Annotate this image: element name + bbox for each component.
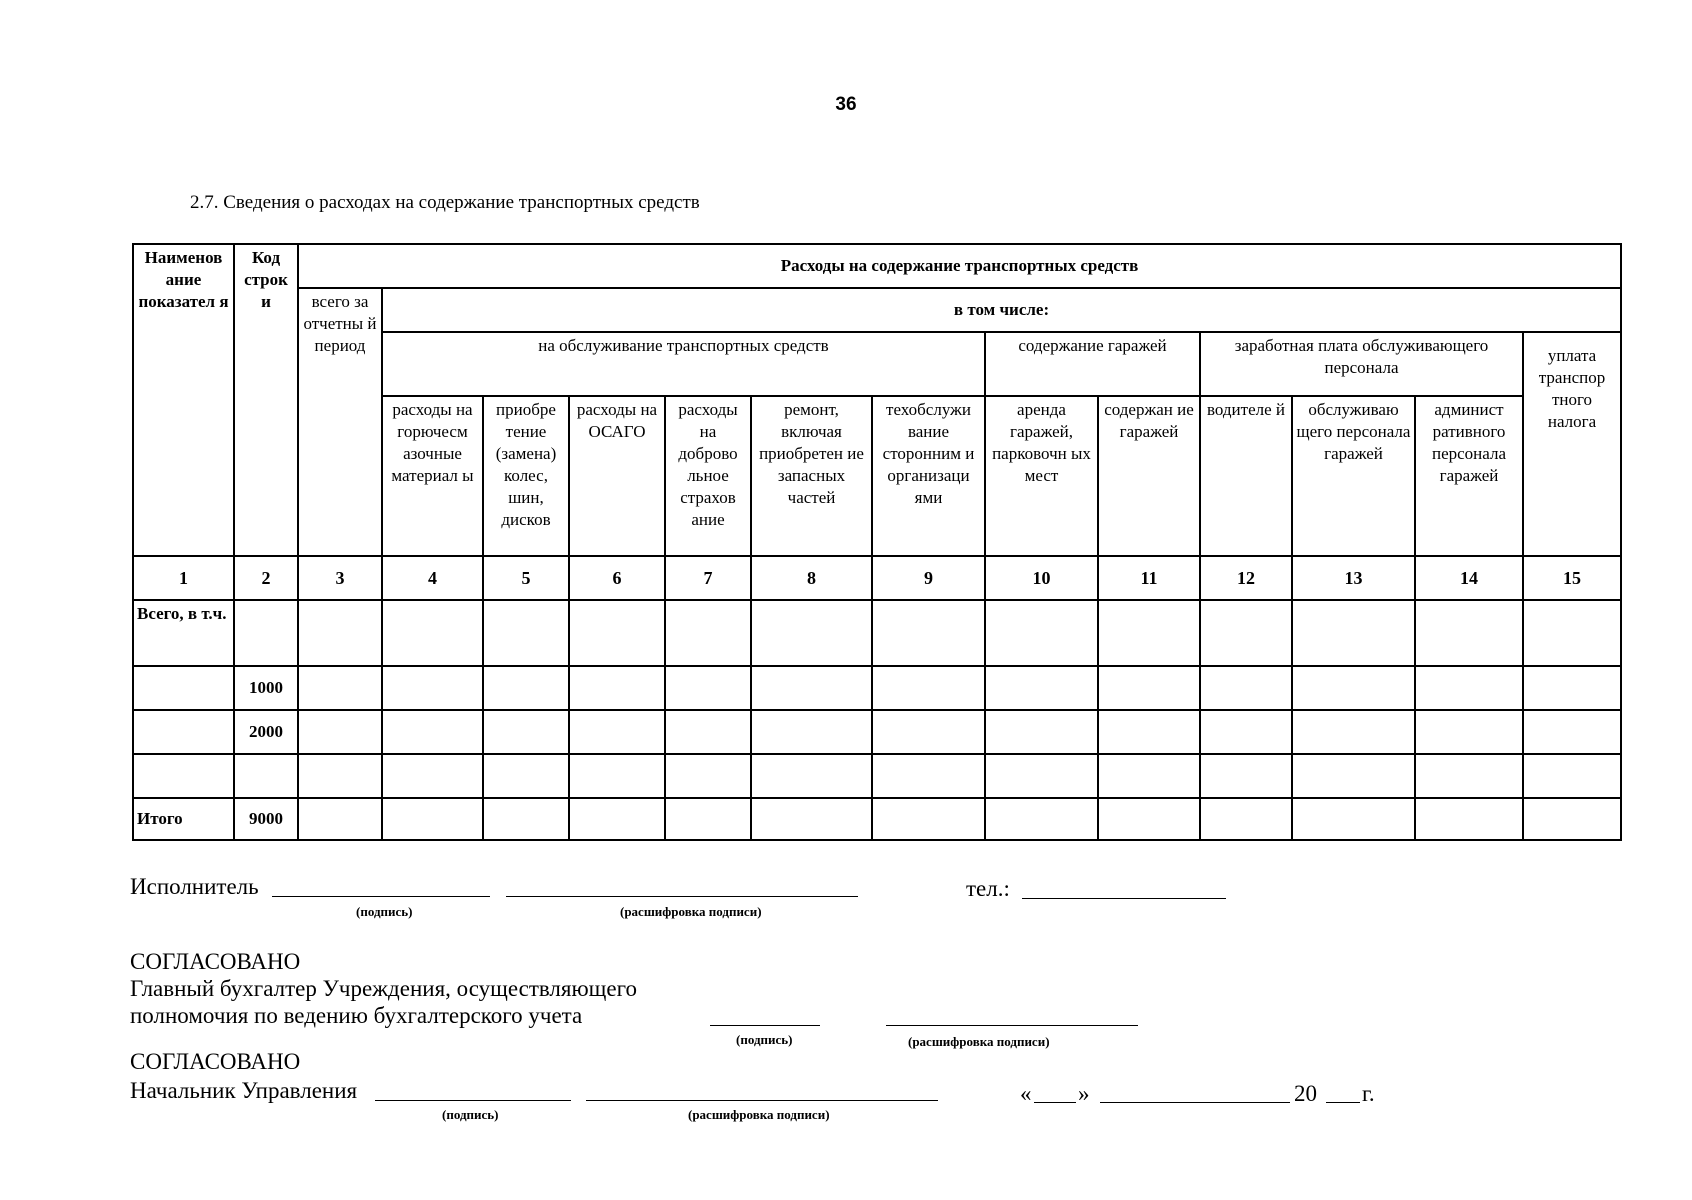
data-cell[interactable] <box>382 754 483 798</box>
data-cell[interactable] <box>483 754 569 798</box>
column-number: 9 <box>872 556 985 600</box>
data-cell[interactable] <box>1523 600 1621 666</box>
data-cell[interactable] <box>665 710 751 754</box>
data-cell[interactable] <box>985 710 1098 754</box>
data-cell[interactable] <box>1523 754 1621 798</box>
approved-label-1: СОГЛАСОВАНО <box>130 949 301 974</box>
data-cell[interactable] <box>872 798 985 840</box>
column-number: 13 <box>1292 556 1415 600</box>
data-cell[interactable] <box>298 666 382 710</box>
executor-signature-line[interactable] <box>272 896 490 897</box>
date-month-line[interactable] <box>1100 1102 1290 1103</box>
data-cell[interactable] <box>1523 666 1621 710</box>
data-cell[interactable] <box>872 600 985 666</box>
data-cell[interactable] <box>1098 600 1200 666</box>
data-cell[interactable] <box>751 666 872 710</box>
data-cell[interactable] <box>1292 666 1415 710</box>
data-cell[interactable] <box>1292 710 1415 754</box>
data-cell[interactable] <box>483 710 569 754</box>
data-cell[interactable] <box>569 710 665 754</box>
chief-accountant-signature-caption: (подпись) <box>736 1032 793 1047</box>
table-row <box>133 798 1621 840</box>
data-cell[interactable] <box>1200 666 1292 710</box>
phone-line[interactable] <box>1022 898 1226 899</box>
header-sub-garage-upkeep: содержан ие гаражей <box>1098 396 1200 556</box>
column-number: 4 <box>382 556 483 600</box>
data-cell[interactable] <box>751 798 872 840</box>
row-name <box>133 754 234 798</box>
header-sub-repair: ремонт, включая приобретен ие запасных частей <box>751 396 872 556</box>
header-sub-garage-staff: обслуживаю щего персонала гаражей <box>1292 396 1415 556</box>
data-cell[interactable] <box>1098 754 1200 798</box>
row-name <box>133 666 234 710</box>
table-row <box>133 666 1621 710</box>
data-cell[interactable] <box>1523 710 1621 754</box>
data-cell[interactable] <box>483 600 569 666</box>
column-number: 15 <box>1523 556 1621 600</box>
approved-label-2: СОГЛАСОВАНО <box>130 1049 301 1074</box>
phone-label: тел.: <box>966 876 1010 901</box>
table-row <box>133 754 1621 798</box>
head-signature-caption: (подпись) <box>442 1107 499 1122</box>
head-decoding-line[interactable] <box>586 1100 938 1101</box>
column-number: 7 <box>665 556 751 600</box>
data-cell[interactable] <box>1415 754 1523 798</box>
row-name: Всего, в т.ч. <box>133 600 234 666</box>
data-cell[interactable] <box>1415 600 1523 666</box>
chief-accountant-line2: полномочия по ведению бухгалтерского учета <box>130 1003 583 1028</box>
header-sub-osago: расходы на ОСАГО <box>569 396 665 556</box>
row-code <box>234 600 298 666</box>
table-row <box>133 600 1621 666</box>
data-cell[interactable] <box>1415 798 1523 840</box>
data-cell[interactable] <box>985 754 1098 798</box>
header-code: Код строк и <box>234 244 298 556</box>
chief-accountant-decoding-line[interactable] <box>886 1025 1138 1026</box>
executor-label: Исполнитель <box>130 874 259 899</box>
date-open-quote: « <box>1020 1081 1032 1106</box>
data-cell[interactable] <box>298 710 382 754</box>
column-number: 6 <box>569 556 665 600</box>
header-sub-admin-staff: админист ративного персонала гаражей <box>1415 396 1523 556</box>
column-number: 8 <box>751 556 872 600</box>
data-cell[interactable] <box>751 710 872 754</box>
row-code: 2000 <box>234 710 298 754</box>
executor-decoding-caption: (расшифровка подписи) <box>620 904 762 919</box>
data-cell[interactable] <box>382 798 483 840</box>
data-cell[interactable] <box>872 710 985 754</box>
row-code: 1000 <box>234 666 298 710</box>
data-cell[interactable] <box>1200 798 1292 840</box>
data-cell[interactable] <box>483 798 569 840</box>
data-cell[interactable] <box>1292 798 1415 840</box>
executor-signature-caption: (подпись) <box>356 904 413 919</box>
data-cell[interactable] <box>1415 710 1523 754</box>
data-cell[interactable] <box>665 666 751 710</box>
data-cell[interactable] <box>569 600 665 666</box>
header-sub-garage-rent: аренда гаражей, парковочн ых мест <box>985 396 1098 556</box>
date-year-line[interactable] <box>1326 1102 1360 1103</box>
head-signature-line[interactable] <box>375 1100 571 1101</box>
column-number: 10 <box>985 556 1098 600</box>
data-cell[interactable] <box>665 600 751 666</box>
data-cell[interactable] <box>569 754 665 798</box>
header-total: всего за отчетны й период <box>298 288 382 556</box>
data-cell[interactable] <box>382 600 483 666</box>
header-sub-drivers: водителе й <box>1200 396 1292 556</box>
header-name: Наименов ание показател я <box>133 244 234 556</box>
data-cell[interactable] <box>569 666 665 710</box>
column-number: 3 <box>298 556 382 600</box>
header-group-garage: содержание гаражей <box>985 332 1200 396</box>
data-cell[interactable] <box>751 754 872 798</box>
date-close-quote: » <box>1078 1081 1090 1106</box>
data-cell[interactable] <box>298 798 382 840</box>
row-code: 9000 <box>234 798 298 840</box>
data-cell[interactable] <box>665 798 751 840</box>
section-title: 2.7. Сведения о расходах на содержание транспортных средств <box>190 192 700 213</box>
data-cell[interactable] <box>872 666 985 710</box>
data-cell[interactable] <box>382 710 483 754</box>
executor-decoding-line[interactable] <box>506 896 858 897</box>
header-including: в том числе: <box>382 288 1621 332</box>
date-year-suffix: г. <box>1362 1081 1375 1106</box>
data-cell[interactable] <box>1200 710 1292 754</box>
data-cell[interactable] <box>872 754 985 798</box>
data-cell[interactable] <box>1098 666 1200 710</box>
header-sub-wheels: приобре тение (замена) колес, шин, дисков <box>483 396 569 556</box>
data-cell[interactable] <box>382 666 483 710</box>
data-cell[interactable] <box>665 754 751 798</box>
column-numbers-row <box>133 556 1621 600</box>
column-number: 11 <box>1098 556 1200 600</box>
row-name: Итого <box>133 798 234 840</box>
column-number: 1 <box>133 556 234 600</box>
header-group-main: Расходы на содержание транспортных средств <box>298 244 1621 288</box>
data-cell[interactable] <box>483 666 569 710</box>
page-number: 36 <box>835 94 857 115</box>
table-row <box>133 710 1621 754</box>
data-cell[interactable] <box>569 798 665 840</box>
data-cell[interactable] <box>1098 710 1200 754</box>
chief-accountant-decoding-caption: (расшифровка подписи) <box>908 1034 1050 1049</box>
column-number: 14 <box>1415 556 1523 600</box>
data-cell[interactable] <box>985 600 1098 666</box>
header-group-service: на обслуживание транспортных средств <box>382 332 985 396</box>
row-code <box>234 754 298 798</box>
header-sub-maintenance: техобслужи вание сторонним и организаци ями <box>872 396 985 556</box>
data-cell[interactable] <box>1292 600 1415 666</box>
data-cell[interactable] <box>985 798 1098 840</box>
head-decoding-caption: (расшифровка подписи) <box>688 1107 830 1122</box>
data-cell[interactable] <box>751 600 872 666</box>
data-cell[interactable] <box>1292 754 1415 798</box>
header-sub-fuel: расходы на горючесм азочные материал ы <box>382 396 483 556</box>
data-cell[interactable] <box>1098 798 1200 840</box>
data-cell[interactable] <box>985 666 1098 710</box>
column-number: 2 <box>234 556 298 600</box>
chief-accountant-line1: Главный бухгалтер Учреждения, осуществляющего <box>130 976 637 1001</box>
date-day-line[interactable] <box>1034 1102 1076 1103</box>
data-cell[interactable] <box>1415 666 1523 710</box>
data-cell[interactable] <box>1523 798 1621 840</box>
head-label: Начальник Управления <box>130 1078 358 1103</box>
header-sub-voluntary-insurance: расходы на доброво льное страхов ание <box>665 396 751 556</box>
column-number: 12 <box>1200 556 1292 600</box>
data-cell[interactable] <box>298 600 382 666</box>
column-number: 5 <box>483 556 569 600</box>
expenses-table <box>132 243 1622 841</box>
header-group-salary: заработная плата обслуживающего персонала <box>1200 332 1523 396</box>
date-year-prefix: 20 <box>1294 1081 1317 1106</box>
header-tax: уплата транспор тного налога <box>1523 332 1621 556</box>
row-name <box>133 710 234 754</box>
data-cell[interactable] <box>298 754 382 798</box>
chief-accountant-signature-line[interactable] <box>710 1025 820 1026</box>
data-cell[interactable] <box>1200 600 1292 666</box>
data-cell[interactable] <box>1200 754 1292 798</box>
